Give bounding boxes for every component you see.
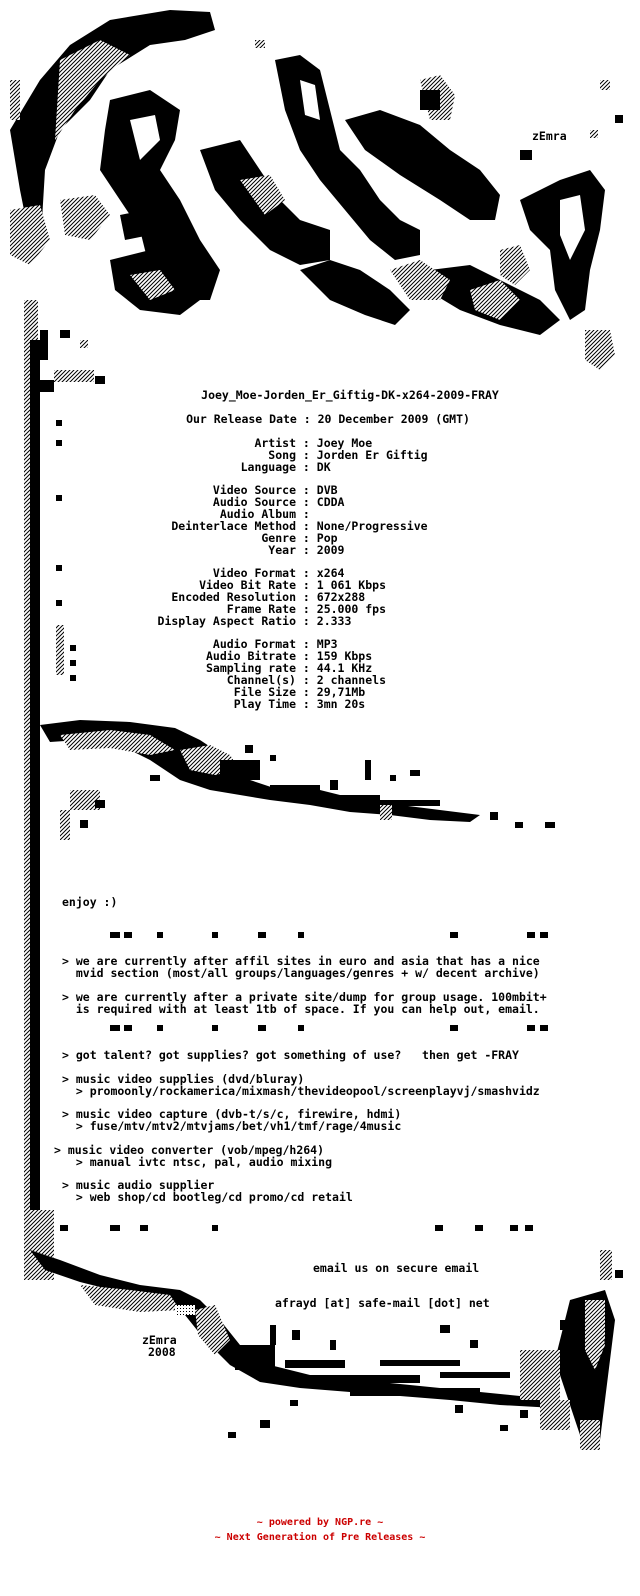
artist-signature-bottom: zEmra <box>142 1333 177 1347</box>
release-name: Joey_Moe-Jorden_Er_Giftig-DK-x264-2009-FRAY <box>201 388 499 402</box>
info-line: Genre : Pop <box>261 531 338 545</box>
info-line: Year : 2009 <box>268 543 345 557</box>
info-line: Video Source : DVB <box>212 483 338 497</box>
info-line: Deinterlace Method : None/Progressive <box>171 519 428 533</box>
supply-capture-title: > music video capture (dvb-t/s/c, firewire, hdmi) <box>62 1107 402 1121</box>
notice-affil-sites: > we are currently after affil sites in euro and asia that has a nice mvid section (most/all groups/languages/genres + w/ decent archive) <box>62 954 540 980</box>
bottom-swoosh-art <box>24 1210 623 1450</box>
info-line: Song : Jorden Er Giftig <box>268 448 428 462</box>
info-block-audio <box>0 638 640 710</box>
supply-audio-detail: > web shop/cd bootleg/cd promo/cd retail <box>62 1190 353 1204</box>
info-line: Audio Album : <box>219 507 310 521</box>
supply-video-title: > music video supplies (dvd/bluray) <box>62 1072 305 1086</box>
info-line: Audio Bitrate : 159 Kbps <box>205 649 373 663</box>
info-line: Audio Source : CDDA <box>212 495 345 509</box>
info-line: Encoded Resolution : 672x288 <box>171 590 366 604</box>
artist-signature-year: 2008 <box>148 1345 176 1359</box>
email-address: afrayd [at] safe-mail [dot] net <box>275 1296 490 1310</box>
release-date: Our Release Date : 20 December 2009 (GMT) <box>186 412 470 426</box>
top-logo-art <box>10 10 623 370</box>
info-line: Language : DK <box>240 460 331 474</box>
talent-line: > got talent? got supplies? got something of use? then get -FRAY <box>62 1048 519 1062</box>
artist-signature-top: zEmra <box>532 129 567 143</box>
supply-audio-title: > music audio supplier <box>62 1178 215 1192</box>
supply-converter-title: > music video converter (vob/mpeg/h264) <box>54 1143 325 1157</box>
info-line: Sampling rate : 44.1 KHz <box>205 661 373 675</box>
notice-private-site: > we are currently after a private site/dump for group usage. 100mbit+ is required with at least 1tb of space. If you can help out, email. <box>62 990 547 1016</box>
info-line: Display Aspect Ratio : 2.333 <box>157 614 352 628</box>
info-block-video <box>0 567 640 627</box>
supply-video-detail: > promoonly/rockamerica/mixmash/thevideopool/screenplayvj/smashvidz <box>62 1084 540 1098</box>
info-line: Video Format : x264 <box>212 566 345 580</box>
enjoy-text: enjoy :) <box>62 895 118 909</box>
info-line: Audio Format : MP3 <box>212 637 338 651</box>
info-line: Video Bit Rate : 1 061 Kbps <box>199 578 387 592</box>
supply-capture-detail: > fuse/mtv/mtv2/mtvjams/bet/vh1/tmf/rage/4music <box>62 1119 402 1133</box>
middle-swoosh-art <box>40 720 555 840</box>
info-line: File Size : 29,71Mb <box>233 685 366 699</box>
info-line: Channel(s) : 2 channels <box>226 673 387 687</box>
footer-powered-by: ~ powered by NGP.re ~ <box>256 1517 384 1528</box>
info-block-artist <box>0 437 640 473</box>
info-line: Frame Rate : 25.000 fps <box>226 602 387 616</box>
supply-converter-detail: > manual ivtc ntsc, pal, audio mixing <box>62 1155 333 1169</box>
footer-tagline: ~ Next Generation of Pre Releases ~ <box>214 1532 426 1543</box>
info-line: Play Time : 3mn 20s <box>233 697 366 711</box>
info-block-source <box>0 484 640 556</box>
email-label: email us on secure email <box>313 1261 480 1275</box>
info-line: Artist : Joey Moe <box>254 436 373 450</box>
